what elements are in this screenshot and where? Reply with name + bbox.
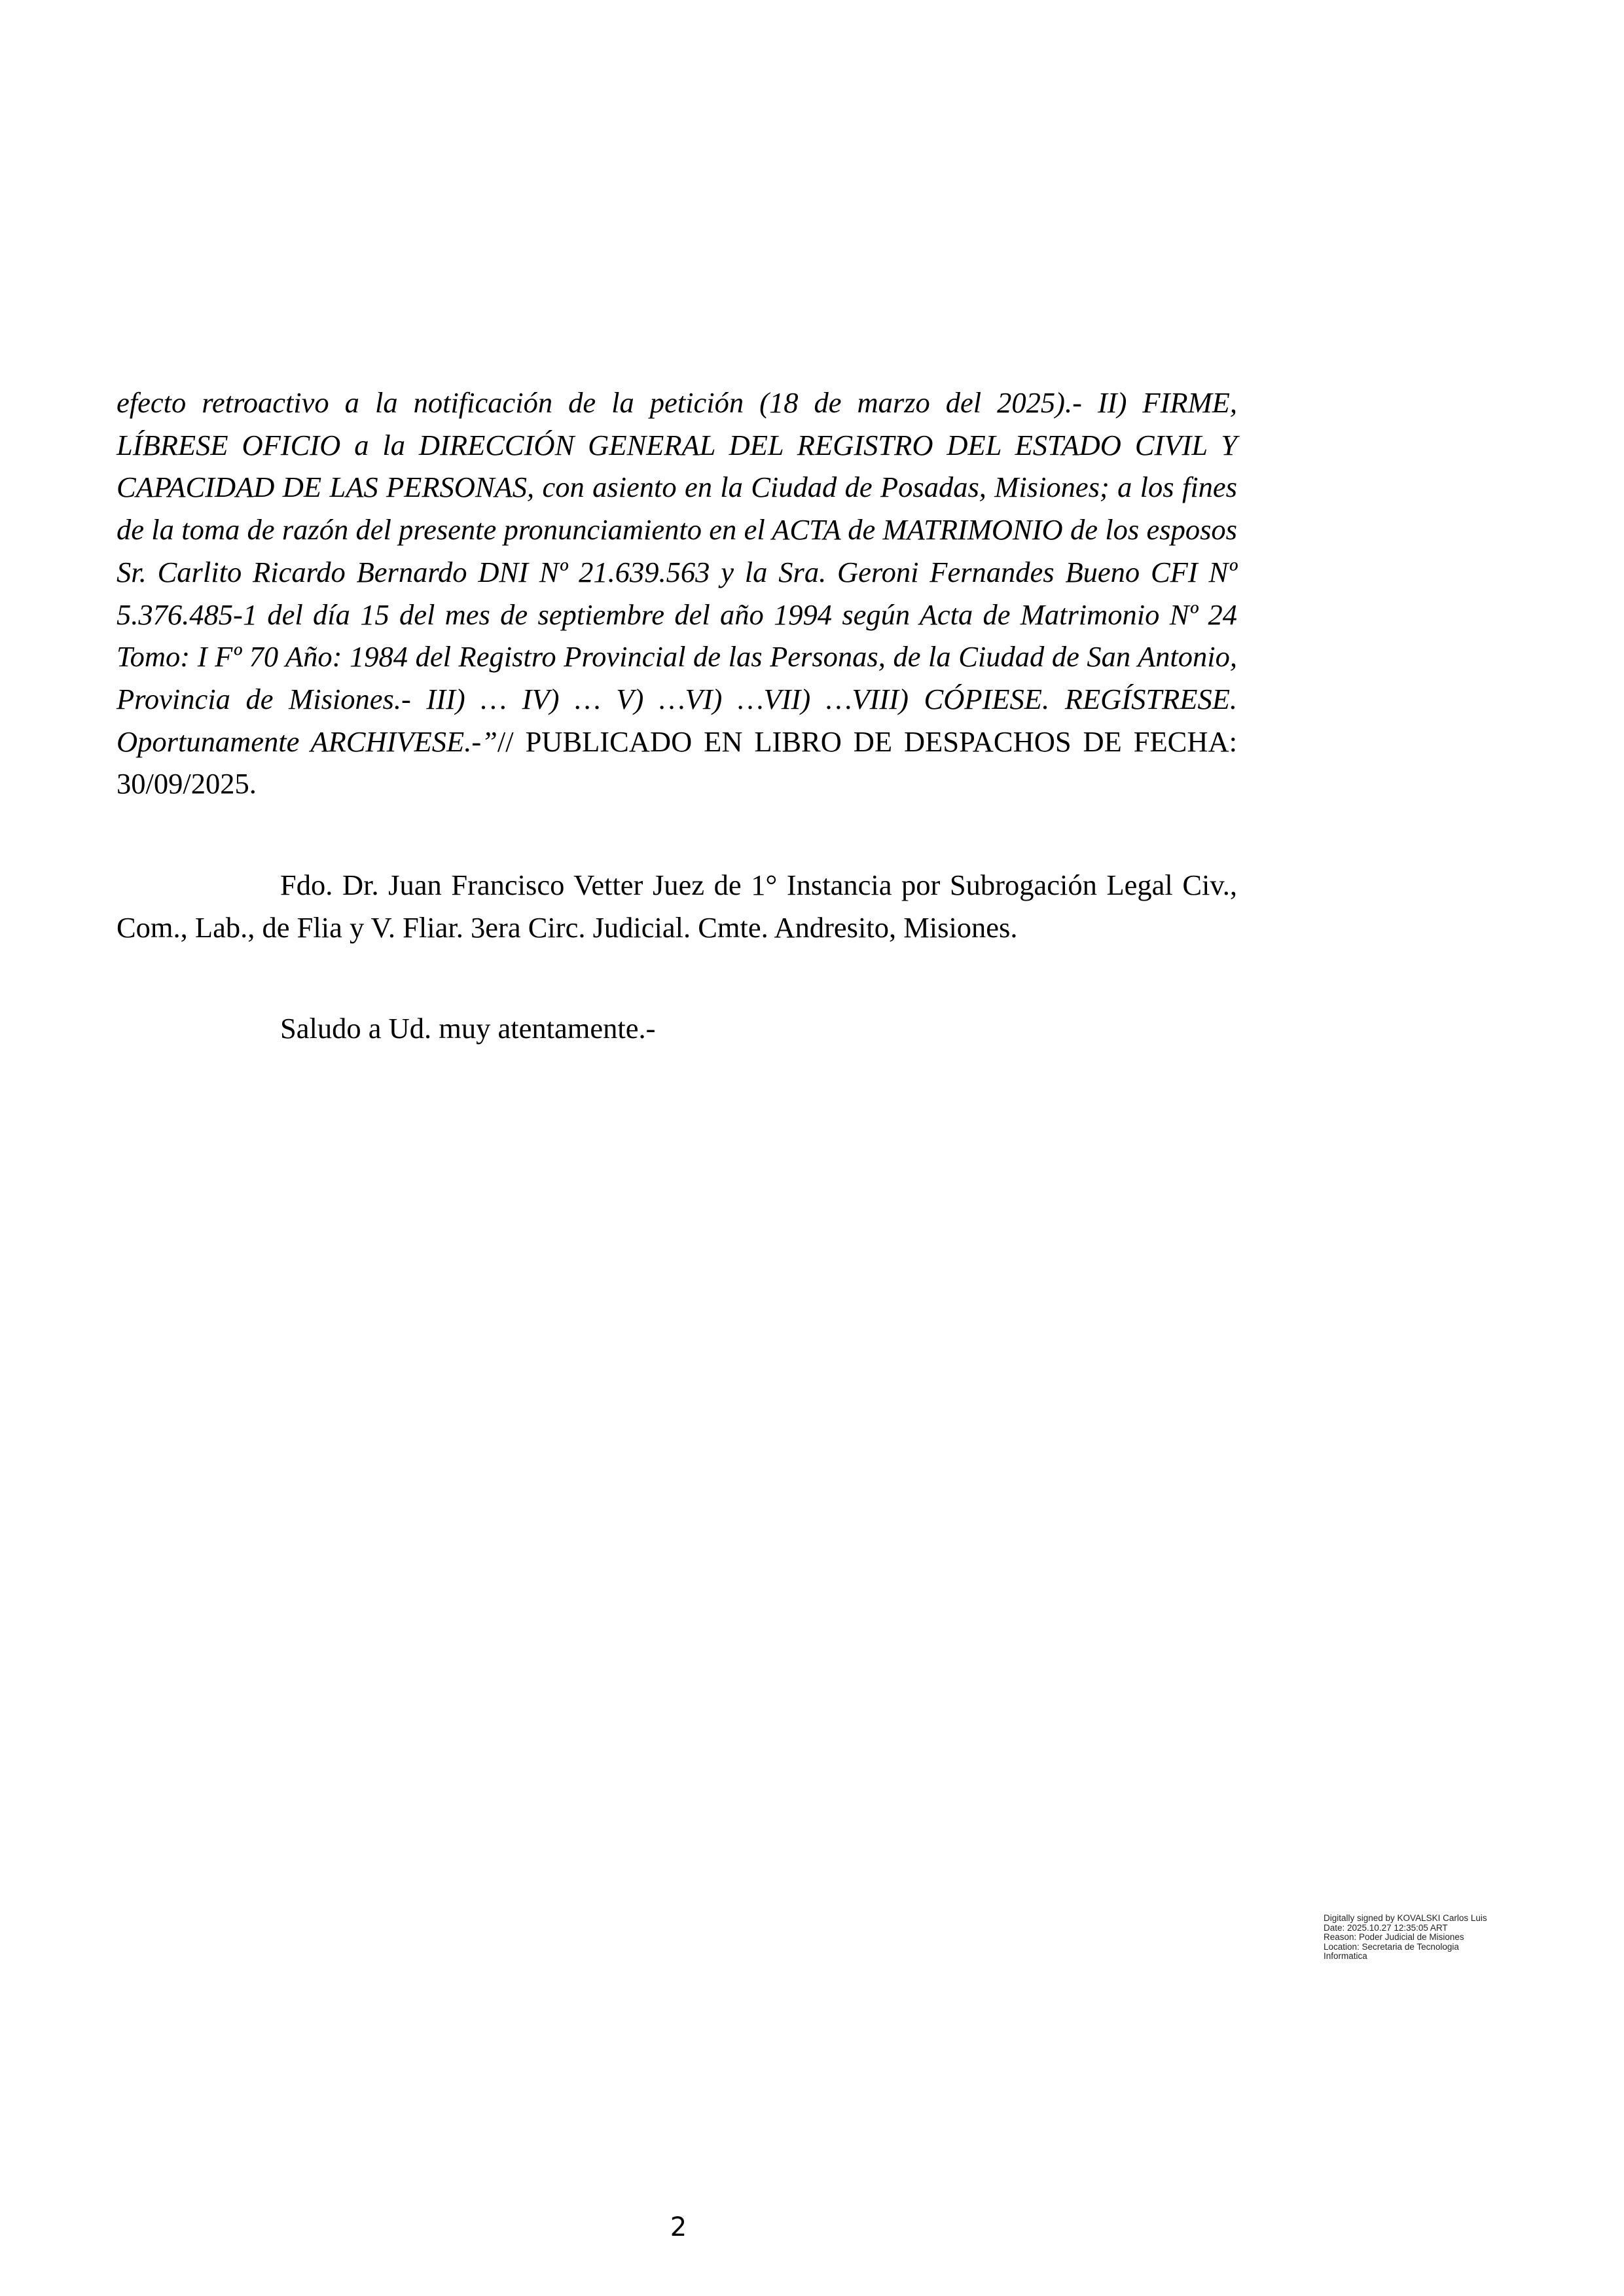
resolution-publication-text: // PUBLICADO EN LIBRO DE DESPACHOS DE FECHA: 30/09/2025. [117,725,1237,800]
signature-location-line: Location: Secretaria de Tecnologia [1324,1941,1459,1952]
digital-signature-stamp [1324,1914,1559,1962]
signature-signer-line: Digitally signed by KOVALSKI Carlos Luis [1324,1913,1487,1923]
resolution-paragraph [117,382,1237,805]
resolution-italic-text: efecto retroactivo a la notificación de la petición (18 de marzo del 2025).- II) FIRME, LÍBRESE OFICIO a la DIRECCIÓN GENERAL DEL REGISTRO DEL ESTADO CIVIL Y CAPACIDAD DE LAS PERSONAS, con asiento en la Ciudad de Posadas, Misiones; a los fines de la toma de razón del presente pronunciamiento en el ACTA de MATRIMONIO de los esposos Sr. Carlito Ricardo Bernardo DNI Nº 21.639.563 y la Sra. Geroni Fernandes Bueno CFI Nº 5.376.485-1 del día 15 del mes de septiembre del año 1994 según Acta de Matrimonio Nº 24 Tomo: I Fº 70 Año: 1984 del Registro Provincial de las Personas, de la Ciudad de San Antonio, Provincia de Misiones.- III) … IV) … V) …VI) …VII) …VIII) CÓPIESE. REGÍSTRESE. Oportunamente ARCHIVESE.-” [117,386,1237,758]
closing-greeting: Saludo a Ud. muy atentamente.- [280,1012,656,1045]
signature-date-line: Date: 2025.10.27 12:35:05 ART [1324,1922,1448,1933]
judge-signature-paragraph: Fdo. Dr. Juan Francisco Vetter Juez de 1° Instancia por Subrogación Legal Civ., Com., Lab., de Flia y V. Fliar. 3era Circ. Judicial. Cmte. Andresito, Misiones. [117,869,1237,944]
signature-location-line-cont: Informatica [1324,1951,1367,1961]
document-body [117,382,1237,1050]
signature-reason-line: Reason: Poder Judicial de Misiones [1324,1932,1464,1942]
page-number: 2 [670,2212,687,2242]
